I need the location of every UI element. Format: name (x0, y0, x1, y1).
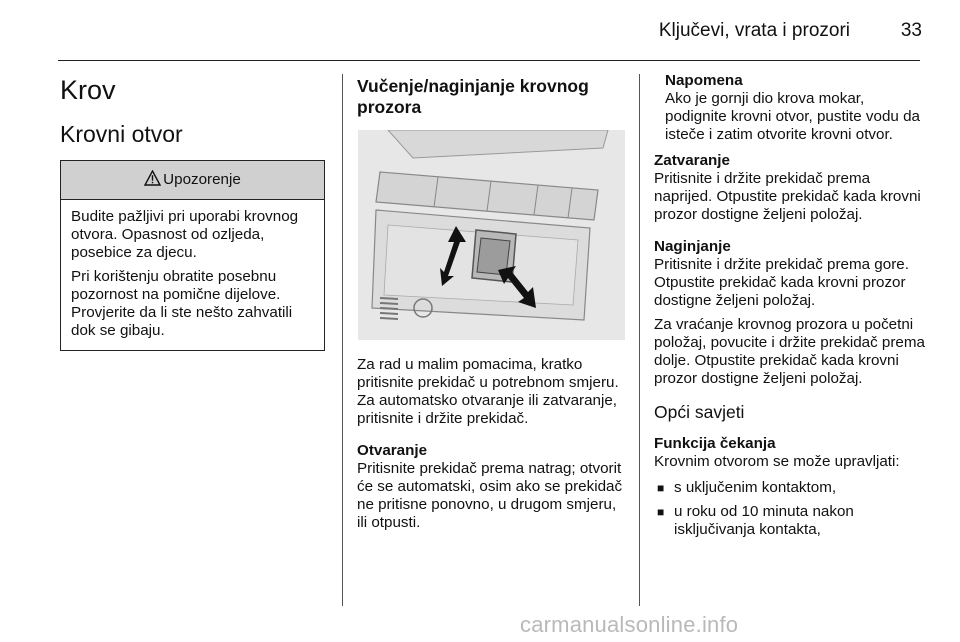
column-left (60, 72, 325, 351)
label-wait-function: Funkcija čekanja (654, 435, 776, 452)
column-right (654, 72, 926, 545)
bullet-list (654, 479, 926, 539)
general-tips-heading: Opći savjeti (654, 402, 745, 422)
running-header-title: Ključevi, vrata i prozori (658, 20, 850, 41)
column-middle (357, 72, 627, 546)
paragraph-return: Za vraćanje krovnog prozora u početni položaj, povucite i držite prekidač prema dolje. Otpustite prekidač kada krovni prozor dostigne željeni položaj. (654, 316, 925, 387)
bullet-square-icon: ■ (657, 481, 665, 495)
section-heading: Krov (60, 75, 116, 105)
warning-body (61, 200, 324, 350)
watermark: carmanualsonline.info (520, 612, 739, 637)
paragraph-tilting: Pritisnite i držite prekidač prema gore. Otpustite prekidač kada krovni prozor dostigne željeni položaj. (654, 256, 909, 309)
list-item: ■ u roku od 10 minuta nakon isključivanja kontakta, (657, 503, 854, 538)
roof-switch-illustration (358, 130, 625, 340)
list-item: ■ s uključenim kontaktom, (657, 479, 837, 496)
warning-header (61, 161, 324, 200)
subsection-heading: Krovni otvor (60, 121, 183, 147)
label-opening: Otvaranje (357, 442, 428, 459)
label-tilting: Naginjanje (654, 238, 731, 255)
column-divider-2 (639, 74, 640, 606)
warning-triangle-icon (144, 170, 161, 191)
warning-paragraph: Budite pažljivi pri uporabi krovnog otvora. Opasnost od ozljeda, posebice za djecu. (71, 208, 299, 261)
paragraph-wait-function: Krovnim otvorom se može upravljati: (654, 453, 900, 470)
note-title: Napomena (665, 72, 743, 89)
header-rule (58, 60, 920, 61)
page-number: 33 (900, 20, 922, 41)
bullet-square-icon: ■ (657, 505, 665, 519)
paragraph-closing: Pritisnite i držite prekidač prema naprijed. Otpustite prekidač kada krovni prozor dostigne željeni položaj. (654, 170, 921, 223)
label-closing: Zatvaranje (654, 152, 730, 169)
column-divider-1 (342, 74, 343, 606)
warning-paragraph: Pri korištenju obratite posebnu pozornost na pomične dijelove. Provjerite da li ste nešto zahvatili dok se gibaju. (71, 268, 293, 339)
note-text: Ako je gornji dio krova mokar, podignite krovni otvor, pustite vodu da isteče i zatim otvorite krovni otvor. (665, 90, 920, 143)
paragraph-opening: Pritisnite prekidač prema natrag; otvorit će se automatski, osim ako se prekidač ne pritisne ponovno, u drugom smjeru, ili otpusti. (357, 460, 623, 531)
warning-title: Upozorenje (163, 171, 241, 188)
tilt-slide-heading: Vučenje/naginjanje krovnog prozora (357, 76, 589, 117)
note-block (654, 72, 926, 144)
paragraph-small-steps: Za rad u malim pomacima, kratko pritisnite prekidač u potrebnom smjeru. Za automatsko otvaranje ili zatvaranje, pritisnite i držite prekidač. (357, 356, 619, 427)
warning-box (60, 160, 325, 351)
